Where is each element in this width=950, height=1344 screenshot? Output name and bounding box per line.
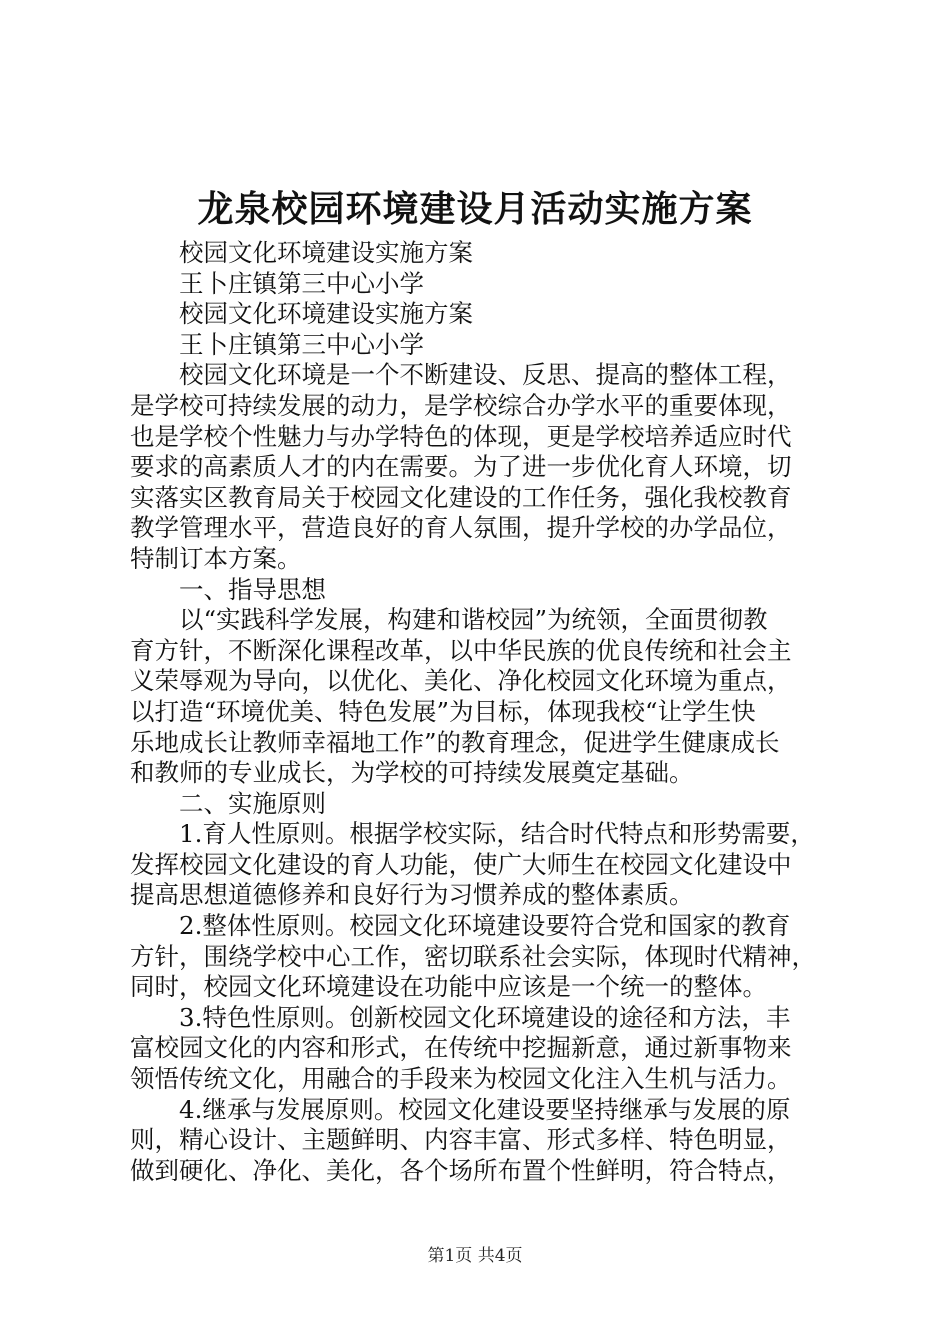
text-line: 校园文化环境建设实施方案 xyxy=(179,299,473,329)
text-line: 二、实施原则 xyxy=(179,788,326,818)
text-line: 育方针，不断深化课程改革，以中华民族的优良传统和社会主 xyxy=(130,635,792,665)
text-line: 王卜庄镇第三中心小学 xyxy=(179,329,424,359)
text-line: 教学管理水平，营造良好的育人氛围，提升学校的办学品位， xyxy=(130,513,792,543)
text-line: 要求的高素质人才的内在需要。为了进一步优化育人环境，切 xyxy=(130,452,792,482)
text-line: 则，精心设计、主题鲜明、内容丰富、形式多样、特色明显， xyxy=(130,1125,792,1155)
text-line: 也是学校个性魅力与办学特色的体现，更是学校培养适应时代 xyxy=(130,421,792,451)
text-line: 以“实践科学发展，构建和谐校园”为统领，全面贯彻教 xyxy=(179,605,768,635)
text-line: 校园文化环境是一个不断建设、反思、提高的整体工程， xyxy=(179,360,792,390)
text-line: 富校园文化的内容和形式，在传统中挖掘新意，通过新事物来 xyxy=(130,1033,792,1063)
text-line: 实落实区教育局关于校园文化建设的工作任务，强化我校教育 xyxy=(130,482,792,512)
document-title: 龙泉校园环境建设月活动实施方案 xyxy=(197,188,753,230)
page-footer: 第1页 共4页 xyxy=(427,1246,523,1266)
text-line: 和教师的专业成长，为学校的可持续发展奠定基础。 xyxy=(130,758,694,788)
text-line: 王卜庄镇第三中心小学 xyxy=(179,268,424,298)
text-line: 领悟传统文化，用融合的手段来为校园文化注入生机与活力。 xyxy=(130,1064,792,1094)
text-line: 做到硬化、净化、美化，各个场所布置个性鲜明，符合特点， xyxy=(130,1155,792,1185)
text-line: 3.特色性原则。创新校园文化环境建设的途径和方法，丰 xyxy=(179,1002,791,1032)
text-line: 特制订本方案。 xyxy=(130,543,302,573)
text-line: 以打造“环境优美、特色发展”为目标，体现我校“让学生快 xyxy=(130,696,756,726)
text-line: 2.整体性原则。校园文化环境建设要符合党和国家的教育 xyxy=(179,911,791,941)
text-line: 方针，围绕学校中心工作，密切联系社会实际，体现时代精神， xyxy=(130,941,816,971)
text-line: 是学校可持续发展的动力，是学校综合办学水平的重要体现， xyxy=(130,390,792,420)
text-line: 发挥校园文化建设的育人功能，使广大师生在校园文化建设中 xyxy=(130,849,792,879)
text-line: 乐地成长让教师幸福地工作”的教育理念，促进学生健康成长 xyxy=(130,727,780,757)
document-body xyxy=(130,238,830,1186)
text-line: 4.继承与发展原则。校园文化建设要坚持继承与发展的原 xyxy=(179,1094,791,1124)
text-line: 校园文化环境建设实施方案 xyxy=(179,238,473,267)
text-line: 一、指导思想 xyxy=(179,574,326,604)
text-line: 义荣辱观为导向，以优化、美化、净化校园文化环境为重点， xyxy=(130,666,792,696)
text-line: 提高思想道德修养和良好行为习惯养成的整体素质。 xyxy=(130,880,694,910)
text-line: 1.育人性原则。根据学校实际，结合时代特点和形势需要， xyxy=(179,819,815,849)
text-line: 同时，校园文化环境建设在功能中应该是一个统一的整体。 xyxy=(130,972,767,1002)
